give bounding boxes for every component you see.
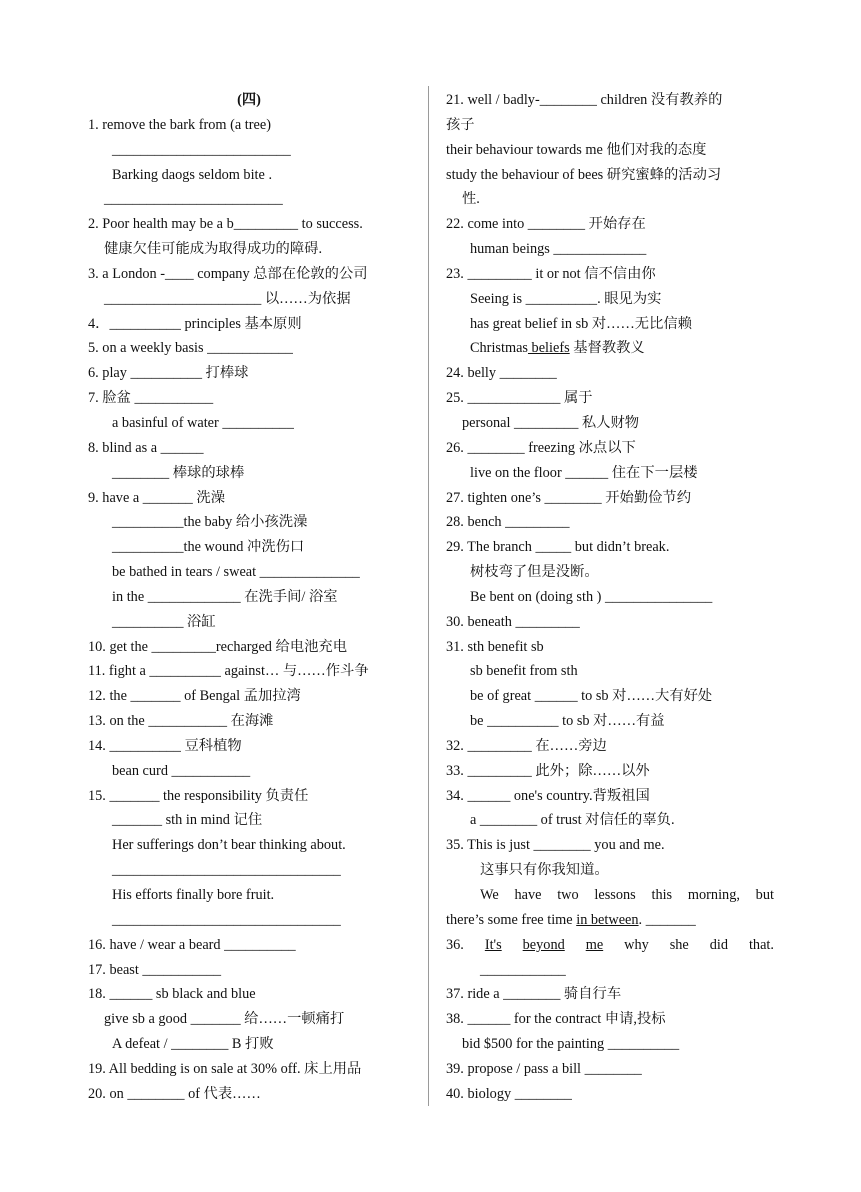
item-32: 32. _________ 在……旁边 bbox=[446, 737, 607, 754]
item-26-sub: live on the floor ______ 住在下一层楼 bbox=[470, 464, 698, 481]
item-28: 28. bench _________ bbox=[446, 514, 570, 531]
item-1-example-blank: _________________________ bbox=[104, 191, 283, 208]
item-15-blank-1: ________________________________ bbox=[112, 862, 341, 879]
item-26: 26. ________ freezing 冰点以下 bbox=[446, 439, 636, 456]
item-25: 25. _____________ 属于 bbox=[446, 390, 593, 407]
item-9: 9. have a _______ 洗澡 bbox=[88, 489, 225, 506]
item-27: 27. tighten one’s ________ 开始勤俭节约 bbox=[446, 489, 692, 506]
item-11: 11. fight a __________ against… 与……作斗争 bbox=[88, 663, 369, 680]
item-22: 22. come into ________ 开始存在 bbox=[446, 216, 646, 233]
item-39: 39. propose / pass a bill ________ bbox=[446, 1060, 642, 1077]
section-title: (四) bbox=[237, 92, 261, 108]
item-24: 24. belly ________ bbox=[446, 365, 557, 382]
item-21-sub-2: study the behaviour of bees 研究蜜蜂的活动习 bbox=[446, 166, 722, 183]
item-3: 3. a London -____ company 总部在伦敦的公司 bbox=[88, 265, 368, 282]
item-33: 33. _________ 此外；除……以外 bbox=[446, 762, 650, 779]
item-15-sub-2: Her sufferings don’t bear thinking about. bbox=[112, 837, 346, 854]
item-5: 5. on a weekly basis ____________ bbox=[88, 340, 293, 357]
item-8-sub: ________ 棒球的球棒 bbox=[112, 464, 245, 481]
item-9-sub-5: __________ 浴缸 bbox=[112, 613, 216, 630]
item-29: 29. The branch _____ but didn’t break. bbox=[446, 539, 670, 556]
item-18-sub-1: give sb a good _______ 给……一顿痛打 bbox=[104, 1011, 345, 1028]
item-15: 15. _______ the responsibility 负责任 bbox=[88, 787, 309, 804]
item-35-translation: 这事只有你我知道。 bbox=[480, 862, 609, 879]
item-1-example: Barking daogs seldom bite . bbox=[112, 166, 273, 183]
left-column bbox=[88, 88, 418, 1107]
item-2-translation: 健康欠佳可能成为取得成功的障碍. bbox=[104, 241, 323, 258]
item-29-sub: Be bent on (doing sth ) _______________ bbox=[470, 588, 713, 605]
item-18-sub-2: A defeat / ________ B 打败 bbox=[112, 1036, 274, 1053]
column-divider bbox=[428, 86, 429, 1106]
item-18: 18. ______ sb black and blue bbox=[88, 986, 256, 1003]
item-9-sub-4: in the _____________ 在洗手间/ 浴室 bbox=[112, 588, 338, 605]
item-13: 13. on the ___________ 在海滩 bbox=[88, 713, 274, 730]
item-31-sub-1: sb benefit from sth bbox=[470, 663, 578, 680]
item-14: 14. __________ 豆科植物 bbox=[88, 737, 242, 754]
item-9-sub-2: __________the wound 冲洗伤口 bbox=[112, 539, 305, 556]
item-7: 7. 脸盆 ___________ bbox=[88, 390, 214, 407]
item-36-blank: ____________ bbox=[480, 961, 566, 978]
item-40: 40. biology ________ bbox=[446, 1085, 572, 1102]
item-4: 4．__________ principles 基本原则 bbox=[88, 315, 302, 332]
item-23: 23. _________ it or not 信不信由你 bbox=[446, 265, 656, 282]
item-9-sub-1: __________the baby 给小孩洗澡 bbox=[112, 514, 308, 531]
item-3-sub: ______________________ 以……为依据 bbox=[104, 290, 351, 307]
item-7-sub: a basinful of water __________ bbox=[112, 414, 294, 431]
item-19: 19. All bedding is on sale at 30% off. 床上用品 bbox=[88, 1060, 362, 1077]
item-35-example: We have two lessons this morning, but bbox=[480, 887, 774, 903]
item-20: 20. on ________ of 代表…… bbox=[88, 1085, 261, 1102]
right-column bbox=[446, 88, 774, 1107]
item-37: 37. ride a ________ 骑自行车 bbox=[446, 986, 622, 1003]
item-21-cont: 孩子 bbox=[446, 116, 475, 133]
item-23-sub-3: Christmas beliefs 基督教教义 bbox=[470, 340, 645, 357]
item-31-sub-2: be of great ______ to sb 对……大有好处 bbox=[470, 688, 713, 705]
item-35-example-cont: there’s some free time in between. _______ bbox=[446, 911, 696, 928]
item-25-sub: personal _________ 私人财物 bbox=[462, 414, 640, 431]
item-12: 12. the _______ of Bengal 孟加拉湾 bbox=[88, 688, 301, 705]
item-10: 10. get the _________recharged 给电池充电 bbox=[88, 638, 348, 655]
item-1: 1. remove the bark from (a tree) bbox=[88, 116, 271, 133]
item-2: 2. Poor health may be a b_________ to success. bbox=[88, 216, 363, 233]
item-21-sub-1: their behaviour towards me 他们对我的态度 bbox=[446, 141, 707, 158]
item-30: 30. beneath _________ bbox=[446, 613, 580, 630]
item-36: 36. It's beyond me why she did that. bbox=[446, 936, 774, 953]
item-31: 31. sth benefit sb bbox=[446, 638, 544, 655]
item-34-sub: a ________ of trust 对信任的辜负. bbox=[470, 812, 675, 829]
item-14-sub: bean curd ___________ bbox=[112, 762, 251, 779]
item-8: 8. blind as a ______ bbox=[88, 439, 204, 456]
item-38-sub: bid $500 for the painting __________ bbox=[462, 1036, 680, 1053]
item-21-sub-2-cont: 性. bbox=[462, 191, 480, 208]
item-15-blank-2: ________________________________ bbox=[112, 911, 341, 928]
item-38: 38. ______ for the contract 申请,投标 bbox=[446, 1011, 666, 1028]
item-21: 21. well / badly-________ children 没有教养的 bbox=[446, 92, 723, 108]
item-16: 16. have / wear a beard __________ bbox=[88, 936, 296, 953]
item-6: 6. play __________ 打棒球 bbox=[88, 365, 249, 382]
item-22-sub: human beings _____________ bbox=[470, 241, 647, 258]
item-15-sub-3: His efforts finally bore fruit. bbox=[112, 887, 275, 903]
item-23-sub-1: Seeing is __________. 眼见为实 bbox=[470, 290, 662, 307]
item-1-blank: _________________________ bbox=[112, 141, 291, 158]
item-34: 34. ______ one's country.背叛祖国 bbox=[446, 787, 650, 804]
item-15-sub-1: _______ sth in mind 记住 bbox=[112, 812, 263, 829]
item-29-translation: 树枝弯了但是没断。 bbox=[470, 564, 599, 581]
item-17: 17. beast ___________ bbox=[88, 961, 222, 978]
item-9-sub-3: be bathed in tears / sweat ______________ bbox=[112, 564, 360, 581]
item-31-sub-3: be __________ to sb 对……有益 bbox=[470, 713, 665, 730]
item-23-sub-2: has great belief in sb 对……无比信赖 bbox=[470, 315, 692, 332]
item-35: 35. This is just ________ you and me. bbox=[446, 837, 665, 854]
